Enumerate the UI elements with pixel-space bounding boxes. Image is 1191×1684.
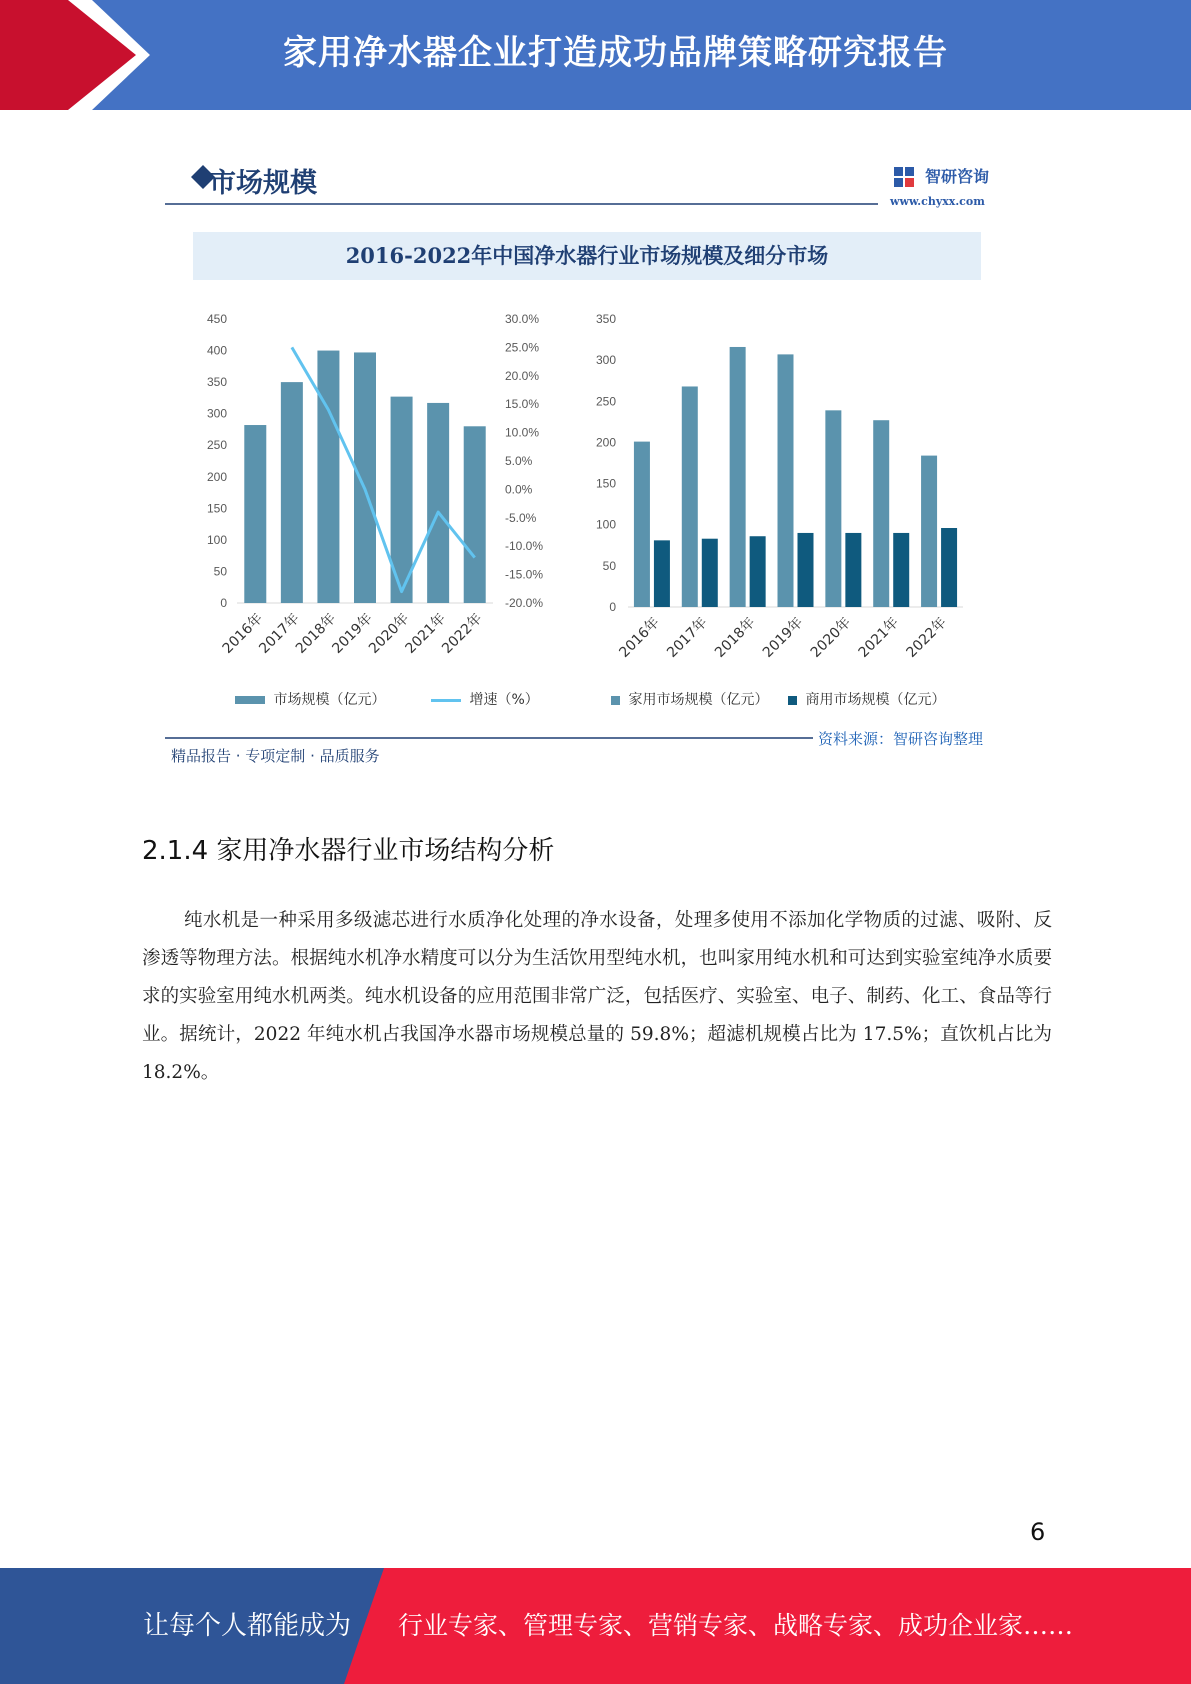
bar-market-size — [281, 382, 303, 603]
chart-title: 2016-2022年中国净水器行业市场规模及细分市场 — [193, 232, 981, 280]
x-tick-label: 2022年 — [439, 610, 486, 657]
bar-commercial-market — [750, 536, 766, 607]
y-tick-label: 250 — [595, 394, 616, 409]
y2-tick-label: 20.0% — [505, 368, 540, 383]
legend-bar — [235, 689, 385, 709]
bar-home-market — [730, 347, 746, 607]
y-tick-label: 0 — [220, 596, 227, 610]
y-tick-label: 250 — [206, 438, 227, 453]
x-tick-label: 2016年 — [219, 610, 267, 657]
y-tick-label: 50 — [602, 558, 616, 573]
y-tick-label: 400 — [206, 343, 227, 358]
header-banner — [0, 0, 1191, 110]
y-tick-label: 100 — [206, 532, 227, 547]
y2-tick-label: 15.0% — [505, 397, 540, 412]
legend-line — [431, 689, 539, 709]
chart-slogan: 精品报告 · 专项定制 · 品质服务 — [171, 747, 380, 765]
bar-home-market — [921, 456, 937, 607]
y-tick-label: 100 — [595, 517, 616, 532]
bar-home-market — [873, 420, 889, 607]
x-tick-label: 2016年 — [616, 614, 663, 661]
y2-tick-label: -10.0% — [505, 539, 544, 554]
y-tick-label: 350 — [595, 312, 616, 326]
legend-swatch-home — [611, 696, 620, 705]
y2-tick-label: -5.0% — [505, 510, 537, 525]
brand-logo-icon — [894, 167, 914, 187]
x-tick-label: 2018年 — [292, 610, 340, 657]
x-tick-label: 2021年 — [855, 614, 903, 661]
y2-tick-label: 5.0% — [505, 454, 533, 468]
x-tick-label: 2021年 — [402, 610, 449, 657]
header-chevron-icon — [0, 0, 160, 110]
y-tick-label: 300 — [595, 353, 616, 368]
y-tick-label: 50 — [213, 564, 227, 579]
footer-slogan-left: 让每个人都能成为 — [143, 1611, 352, 1641]
bar-market-size — [244, 425, 266, 603]
page-number: 6 — [1030, 1518, 1046, 1546]
bar-home-market — [778, 354, 794, 607]
bar-commercial-market — [654, 540, 670, 607]
legend-label-bar: 市场规模（亿元） — [273, 692, 386, 708]
bar-commercial-market — [798, 533, 814, 607]
y-tick-label: 150 — [206, 501, 227, 516]
x-tick-label: 2019年 — [759, 614, 807, 661]
y-tick-label: 200 — [206, 469, 227, 484]
footer-banner — [0, 1568, 1191, 1684]
section-label: 市场规模 — [209, 168, 317, 199]
bar-market-size — [317, 351, 339, 603]
bar-commercial-market — [941, 528, 957, 607]
legend-commercial — [788, 689, 945, 709]
x-tick-label: 2019年 — [329, 610, 376, 657]
legend-label-line: 增速（%） — [469, 692, 539, 708]
y-tick-label: 300 — [206, 406, 227, 421]
x-tick-label: 2018年 — [712, 614, 759, 661]
bar-commercial-market — [845, 533, 861, 607]
brand-url: www.chyxx.com — [890, 195, 985, 208]
bar-commercial-market — [893, 533, 909, 607]
y2-tick-label: -20.0% — [505, 596, 544, 610]
bar-commercial-market — [702, 539, 718, 607]
y2-tick-label: 10.0% — [505, 425, 540, 440]
brand-name: 智研咨询 — [925, 167, 990, 186]
footer-slogan-right: 行业专家、管理专家、营销专家、战略专家、成功企业家…… — [398, 1611, 1074, 1640]
y2-tick-label: 25.0% — [505, 340, 540, 355]
y2-tick-label: -15.0% — [505, 567, 544, 582]
chart-market-size — [207, 312, 543, 657]
bar-home-market — [825, 410, 841, 607]
legend-swatch-commercial — [788, 696, 797, 705]
legend-label-commercial: 商用市场规模（亿元） — [805, 692, 946, 708]
legend-swatch-line — [431, 699, 461, 702]
legend-swatch-bar — [235, 696, 265, 704]
chart-segment-market — [596, 312, 963, 661]
y-tick-label: 0 — [609, 600, 616, 614]
legend-label-home: 家用市场规模（亿元） — [628, 692, 769, 708]
chart-source: 资料来源：智研咨询整理 — [818, 730, 984, 748]
bar-home-market — [682, 386, 698, 607]
bar-market-size — [354, 352, 376, 603]
report-title: 家用净水器企业打造成功品牌策略研究报告 — [283, 33, 948, 73]
x-tick-label: 2017年 — [664, 614, 711, 661]
x-tick-label: 2020年 — [365, 610, 413, 657]
legend-home — [611, 689, 768, 709]
chart-figure — [163, 157, 1013, 772]
x-tick-label: 2017年 — [256, 610, 303, 657]
y-tick-label: 350 — [206, 375, 227, 390]
y-tick-label: 150 — [595, 476, 616, 491]
body-paragraph: 纯水机是一种采用多级滤芯进行水质净化处理的净水设备，处理多使用不添加化学物质的过滤、吸附、反渗透等物理方法。根据纯水机净水精度可以分为生活饮用型纯水机，也叫家用纯水机和可达到实验室纯净水质要求的实验室用纯水机两类。纯水机设备的应用范围非常广泛，包括医疗、实验室、电子、制药、化工、食品等行业。据统计，2022 年纯水机占我国净水器市场规模总量的 59.8%；超滤机规模占比为 17.5%；直饮机占比为 18.2%。 — [142, 910, 1052, 1083]
x-tick-label: 2020年 — [807, 614, 855, 661]
y2-tick-label: 0.0% — [505, 482, 533, 497]
y-tick-label: 200 — [595, 435, 616, 450]
bar-market-size — [464, 426, 486, 603]
bar-market-size — [427, 403, 449, 603]
bar-home-market — [634, 442, 650, 607]
section-heading: 2.1.4 家用净水器行业市场结构分析 — [142, 836, 555, 866]
y2-tick-label: 30.0% — [505, 312, 540, 326]
x-tick-label: 2022年 — [903, 614, 950, 661]
y-tick-label: 450 — [206, 312, 227, 326]
